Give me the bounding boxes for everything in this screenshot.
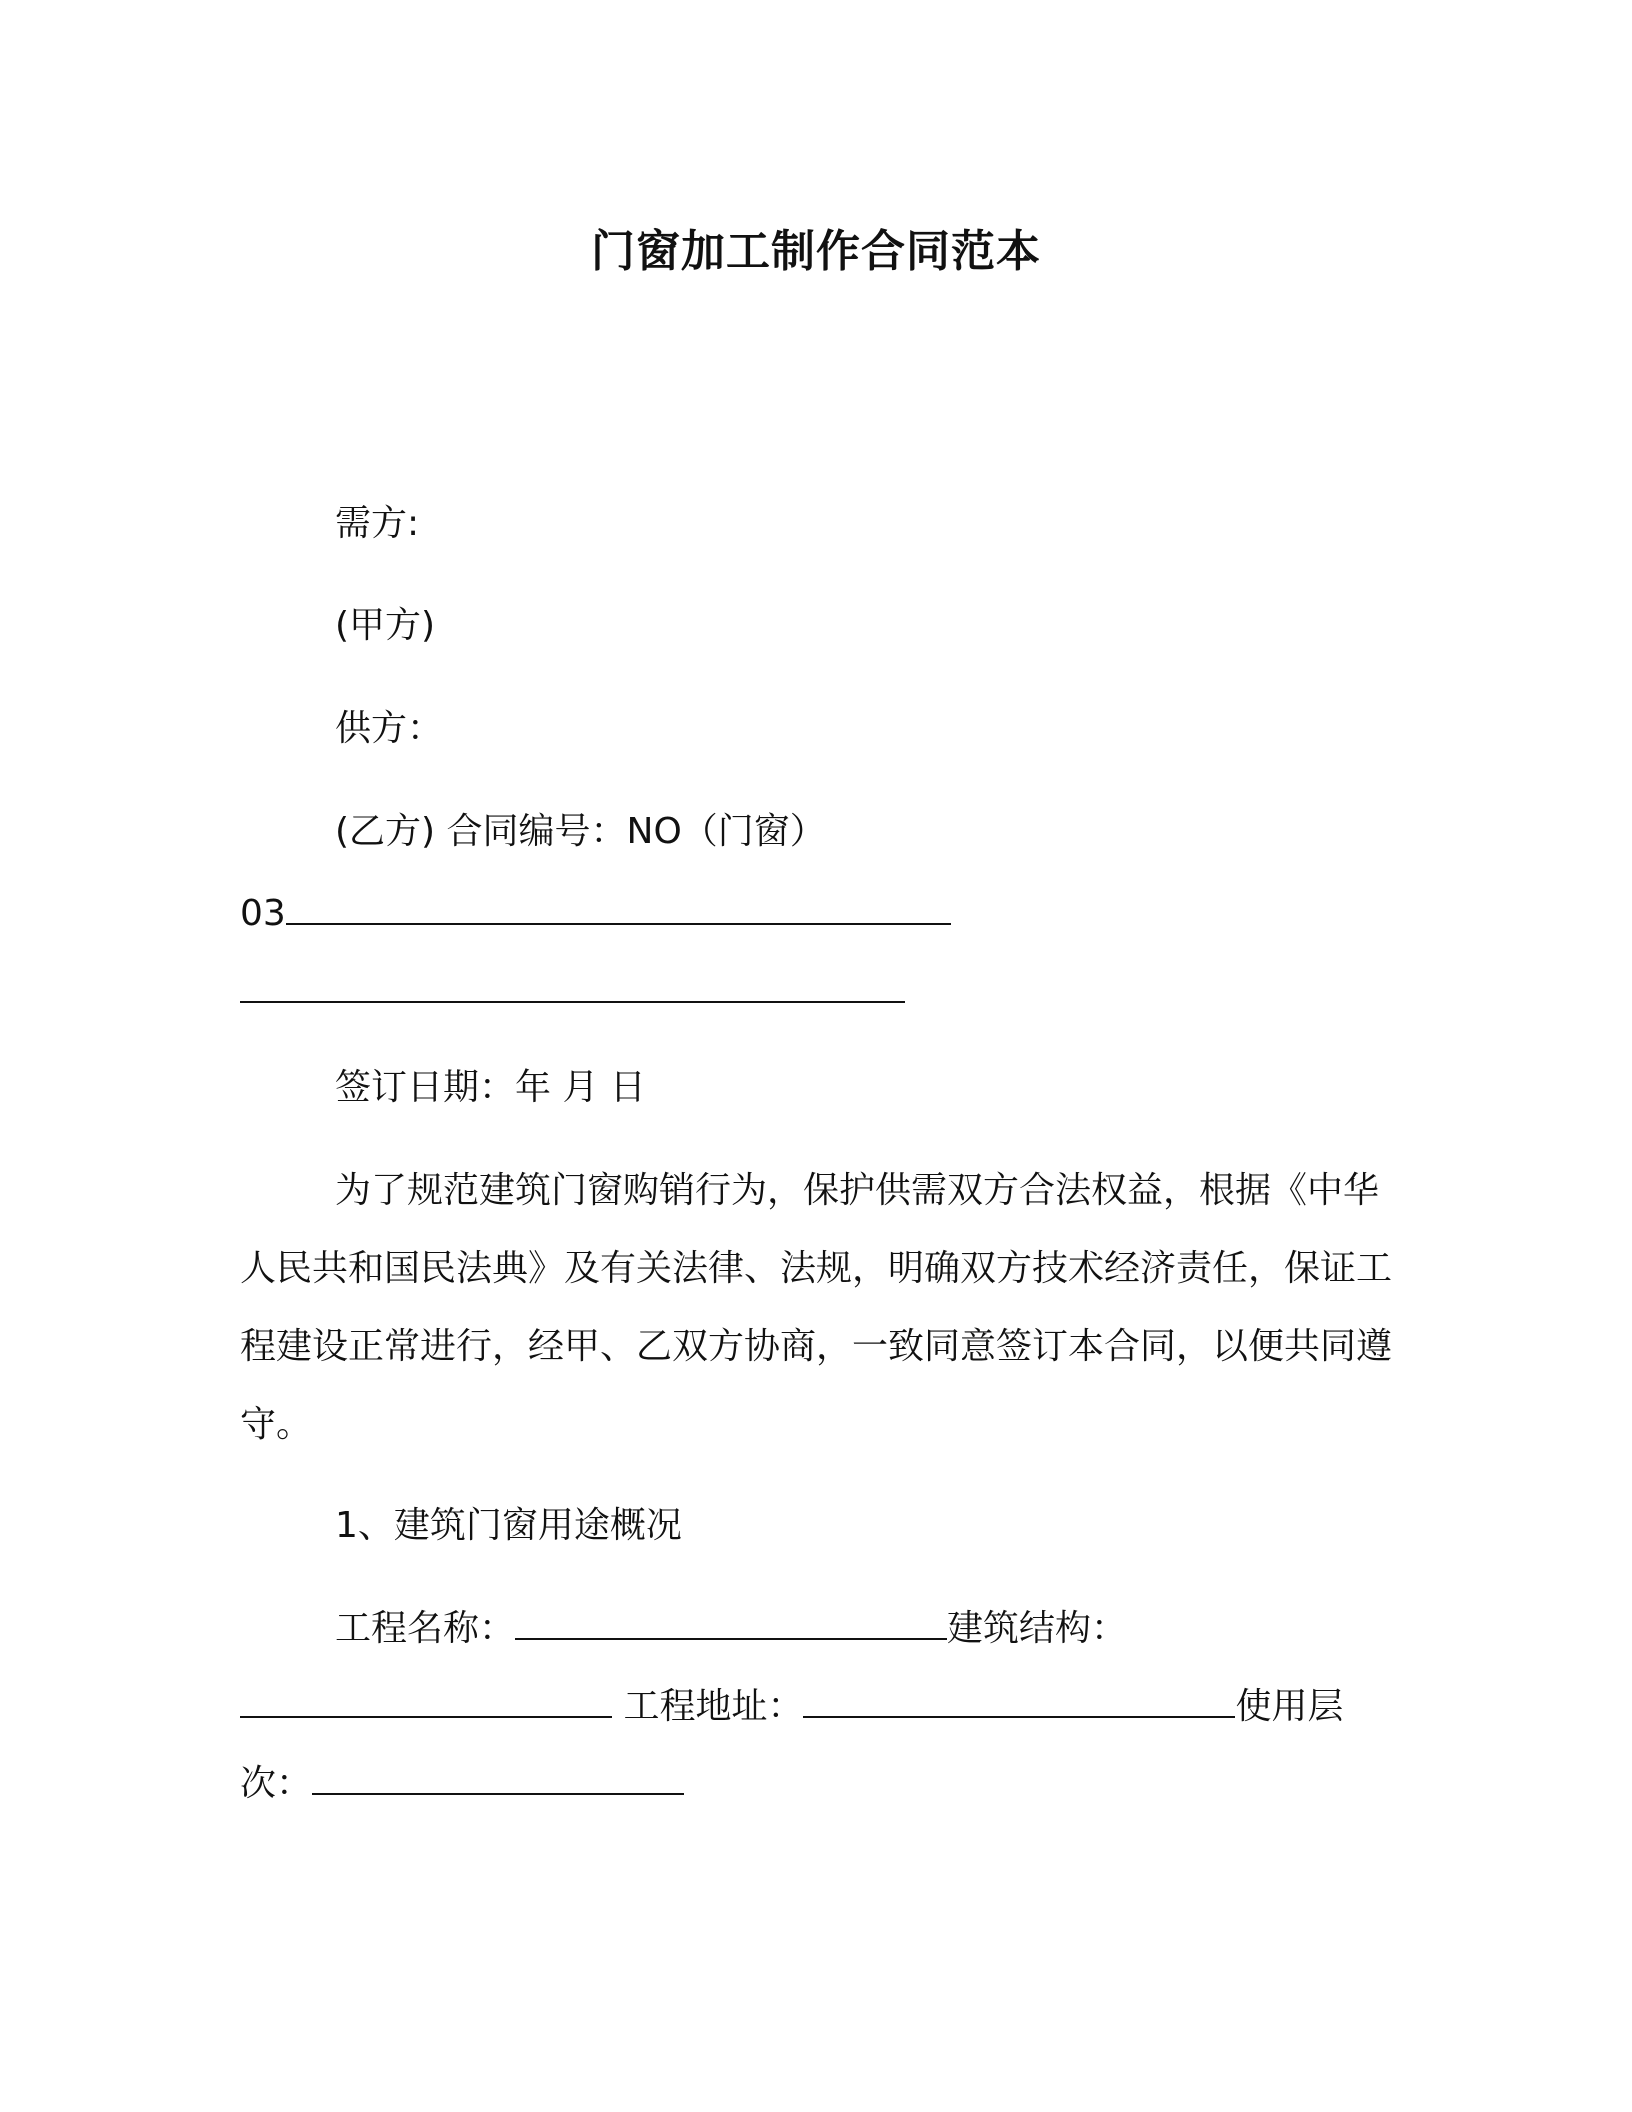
- project-name-blank[interactable]: [515, 1604, 947, 1640]
- address-label: 工程地址：: [623, 1686, 804, 1727]
- project-name-line: [335, 1603, 1127, 1655]
- demand-party-label: 需方:: [335, 503, 420, 544]
- contract-number-line: [240, 888, 951, 940]
- usage-level-label-b: 次：: [240, 1763, 313, 1804]
- project-name-label: 工程名称：: [335, 1608, 516, 1649]
- contract-number-blank-2[interactable]: [240, 967, 905, 1003]
- usage-level-blank[interactable]: [312, 1759, 684, 1795]
- contract-number-line-2: [240, 966, 905, 1018]
- party-b-contract-number: (乙方) 合同编号：NO（门窗）: [335, 811, 826, 852]
- contract-number-blank[interactable]: [286, 889, 951, 925]
- address-blank[interactable]: [803, 1682, 1235, 1718]
- section-1-heading: 1、建筑门窗用途概况: [335, 1505, 682, 1546]
- structure-blank[interactable]: [240, 1682, 612, 1718]
- preamble-text: 为了规范建筑门窗购销行为，保护供需双方合法权益，根据《中华人民共和国民法典》及有关法律、法规，明确双方技术经济责任，保证工程建设正常进行，经甲、乙双方协商，一致同意签订本合同，以便共同遵守。: [240, 1170, 1393, 1445]
- document-title: 门窗加工制作合同范本: [591, 226, 1041, 277]
- preamble-paragraph: [240, 1152, 1400, 1464]
- structure-label: 建筑结构：: [947, 1608, 1128, 1649]
- structure-address-line: [240, 1681, 1343, 1733]
- usage-level-label-a: 使用层: [1235, 1686, 1344, 1727]
- contract-number-prefix: 03: [240, 893, 286, 934]
- signing-date-label: 签订日期：年 月 日: [335, 1067, 646, 1108]
- party-a-label: (甲方): [335, 605, 436, 646]
- usage-level-line: [240, 1758, 684, 1810]
- supply-party-label: 供方：: [335, 708, 444, 749]
